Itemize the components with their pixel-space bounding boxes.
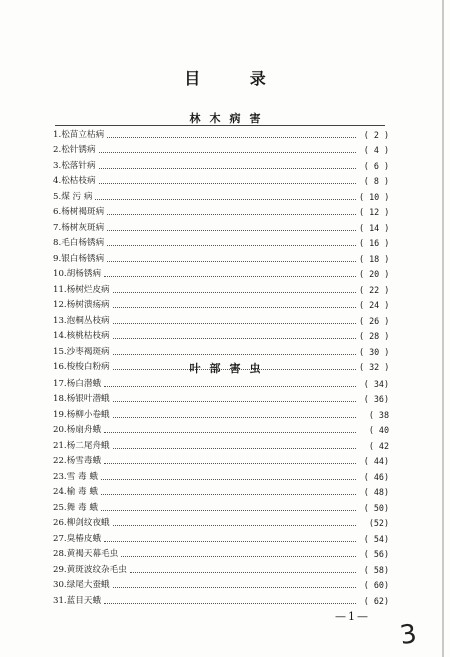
entry-title: 6.杨树褐斑病 — [53, 207, 105, 217]
page-edge — [442, 0, 444, 657]
dot-leader — [107, 260, 356, 262]
entry-page-number: ( 56) — [363, 549, 389, 559]
entry-title: 26.柳剑纹夜蛾 — [53, 518, 110, 528]
entry-title: 31.蓝目天蛾 — [53, 595, 102, 606]
entry-page-number: ( 54) — [363, 533, 389, 544]
entry-page-number: ( 10 ) — [359, 191, 390, 202]
toc-entry — [53, 544, 389, 560]
toc-entry — [53, 233, 389, 249]
dot-leader — [104, 462, 356, 464]
toc-entry — [53, 575, 389, 591]
entry-title: 18.杨银叶潜蛾 — [53, 394, 110, 404]
entry-title: 9.银白杨锈病 — [53, 253, 105, 264]
entry-page-number: ( 38 — [368, 409, 389, 420]
dot-leader — [113, 586, 356, 588]
toc-list-leaf-pests — [53, 373, 389, 606]
entry-title: 3.松落针病 — [53, 160, 96, 171]
entry-title: 21.杨二尾舟蛾 — [53, 440, 110, 451]
entry-title: 7.杨树灰斑病 — [53, 222, 105, 233]
entry-title: 27.臭椿皮蛾 — [53, 533, 102, 544]
toc-entry — [53, 528, 389, 544]
entry-page-number: ( 20 ) — [359, 269, 390, 279]
entry-title: 10.胡杨锈病 — [53, 269, 102, 279]
entry-page-number: ( 62) — [363, 595, 389, 606]
entry-title: 4.松枯枝病 — [53, 176, 96, 186]
dot-leader — [104, 431, 356, 433]
toc-entry — [53, 124, 389, 140]
entry-page-number: ( 48) — [363, 487, 389, 497]
toc-entry — [53, 389, 389, 405]
entry-page-number: ( 12 ) — [359, 207, 390, 217]
entry-title: 16.梭梭白粉病 — [53, 362, 110, 372]
dot-leader — [113, 337, 356, 339]
entry-title: 13.泡桐丛枝病 — [53, 315, 110, 326]
entry-title: 17.杨白潜蛾 — [53, 378, 102, 389]
toc-entry — [53, 482, 389, 498]
entry-page-number: ( 8 ) — [363, 176, 389, 186]
dot-leader — [113, 322, 356, 324]
entry-page-number: ( 28 ) — [359, 331, 390, 341]
entry-title: 23.雪 毒 蛾 — [53, 471, 98, 482]
entry-page-number: ( 34) — [363, 378, 389, 389]
entry-page-number: ( 30 ) — [359, 346, 390, 357]
entry-title: 5.煤 污 病 — [53, 191, 93, 202]
dot-leader — [113, 291, 356, 293]
section-heading-forest-diseases: 林木病害 — [189, 112, 270, 125]
toc-entry — [53, 373, 389, 389]
dot-leader — [113, 416, 356, 418]
entry-page-number: ( 26 ) — [359, 315, 390, 326]
entry-title: 2.松针锈病 — [53, 145, 96, 155]
toc-entry — [53, 326, 389, 342]
toc-entry — [53, 264, 389, 280]
toc-entry — [53, 171, 389, 187]
toc-entry — [53, 466, 389, 482]
toc-entry — [53, 295, 389, 311]
entry-title: 15.沙枣褐斑病 — [53, 346, 110, 357]
entry-page-number: ( 4 ) — [363, 145, 389, 155]
toc-entry — [53, 513, 389, 529]
entry-page-number: ( 6 ) — [363, 160, 389, 171]
entry-page-number: ( 58) — [363, 564, 389, 575]
page-title: 目 录 — [184, 69, 288, 88]
toc-entry — [53, 404, 389, 420]
dot-leader — [107, 213, 356, 215]
toc-entry — [53, 497, 389, 513]
dot-leader — [121, 555, 356, 557]
dot-leader — [107, 136, 356, 138]
entry-page-number: ( 32 ) — [359, 362, 390, 372]
entry-title: 25.舞 毒 蛾 — [53, 502, 98, 513]
toc-entry — [53, 202, 389, 218]
dot-leader — [113, 400, 356, 402]
entry-title: 20.杨扇舟蛾 — [53, 425, 102, 435]
entry-page-number: ( 2 ) — [363, 129, 389, 140]
toc-entry — [53, 310, 389, 326]
entry-title: 14.核桃枯枝病 — [53, 331, 110, 341]
entry-page-number: ( 24 ) — [359, 300, 390, 310]
page-number: —1— — [335, 610, 370, 623]
dot-leader — [101, 493, 356, 495]
dot-leader — [107, 244, 356, 246]
entry-page-number: ( 16 ) — [359, 238, 390, 248]
dot-leader — [107, 229, 356, 231]
entry-title: 28.黄褐天幕毛虫 — [53, 549, 119, 559]
entry-page-number: ( 50) — [363, 502, 389, 513]
entry-title: 12.杨树溃疡病 — [53, 300, 110, 310]
dot-leader — [104, 602, 356, 604]
dot-leader — [104, 540, 356, 542]
toc-entry — [53, 155, 389, 171]
entry-page-number: ( 22 ) — [359, 284, 390, 295]
entry-page-number: ( 14 ) — [359, 222, 390, 233]
toc-list-forest-diseases — [53, 124, 389, 372]
entry-page-number: ( 36) — [363, 394, 389, 404]
entry-title: 19.杨柳小卷蛾 — [53, 409, 110, 420]
entry-page-number: (52) — [368, 518, 389, 528]
entry-title: 24.榆 毒 蛾 — [53, 487, 98, 497]
toc-entry — [53, 341, 389, 357]
entry-title: 11.杨树烂皮病 — [53, 284, 110, 295]
section-heading-leaf-pests: 叶部害虫 — [189, 362, 270, 375]
toc-entry — [53, 140, 389, 156]
dot-leader — [99, 151, 356, 153]
entry-title: 29.黄斑波纹杂毛虫 — [53, 564, 127, 575]
toc-entry — [53, 279, 389, 295]
entry-title: 22.杨雪毒蛾 — [53, 456, 102, 466]
toc-entry — [53, 186, 389, 202]
dot-leader — [113, 524, 356, 526]
dot-leader — [113, 306, 356, 308]
toc-entry — [53, 559, 389, 575]
dot-leader — [99, 167, 356, 169]
toc-entry — [53, 420, 389, 436]
entry-page-number: ( 18 ) — [359, 253, 390, 264]
toc-entry — [53, 590, 389, 606]
toc-entry — [53, 248, 389, 264]
toc-entry — [53, 451, 389, 467]
dot-leader — [101, 478, 356, 480]
dot-leader — [101, 509, 356, 511]
dot-leader — [99, 182, 356, 184]
entry-title: 1.松苗立枯病 — [53, 129, 105, 140]
entry-page-number: ( 44) — [363, 456, 389, 466]
entry-title: 30.绿尾大蚕蛾 — [53, 580, 110, 590]
entry-page-number: ( 42 — [368, 440, 389, 451]
dot-leader — [104, 275, 356, 277]
toc-entry — [53, 217, 389, 233]
dot-leader — [113, 353, 356, 355]
toc-entry — [53, 435, 389, 451]
dot-leader — [113, 447, 356, 449]
dot-leader — [95, 198, 356, 200]
entry-page-number: ( 46) — [363, 471, 389, 482]
entry-title: 8.毛白杨锈病 — [53, 238, 105, 248]
handwritten-mark: 3 — [397, 618, 419, 652]
dot-leader — [130, 571, 356, 573]
dot-leader — [104, 385, 356, 387]
entry-page-number: ( 60) — [363, 580, 389, 590]
entry-page-number: ( 40 — [368, 425, 389, 435]
